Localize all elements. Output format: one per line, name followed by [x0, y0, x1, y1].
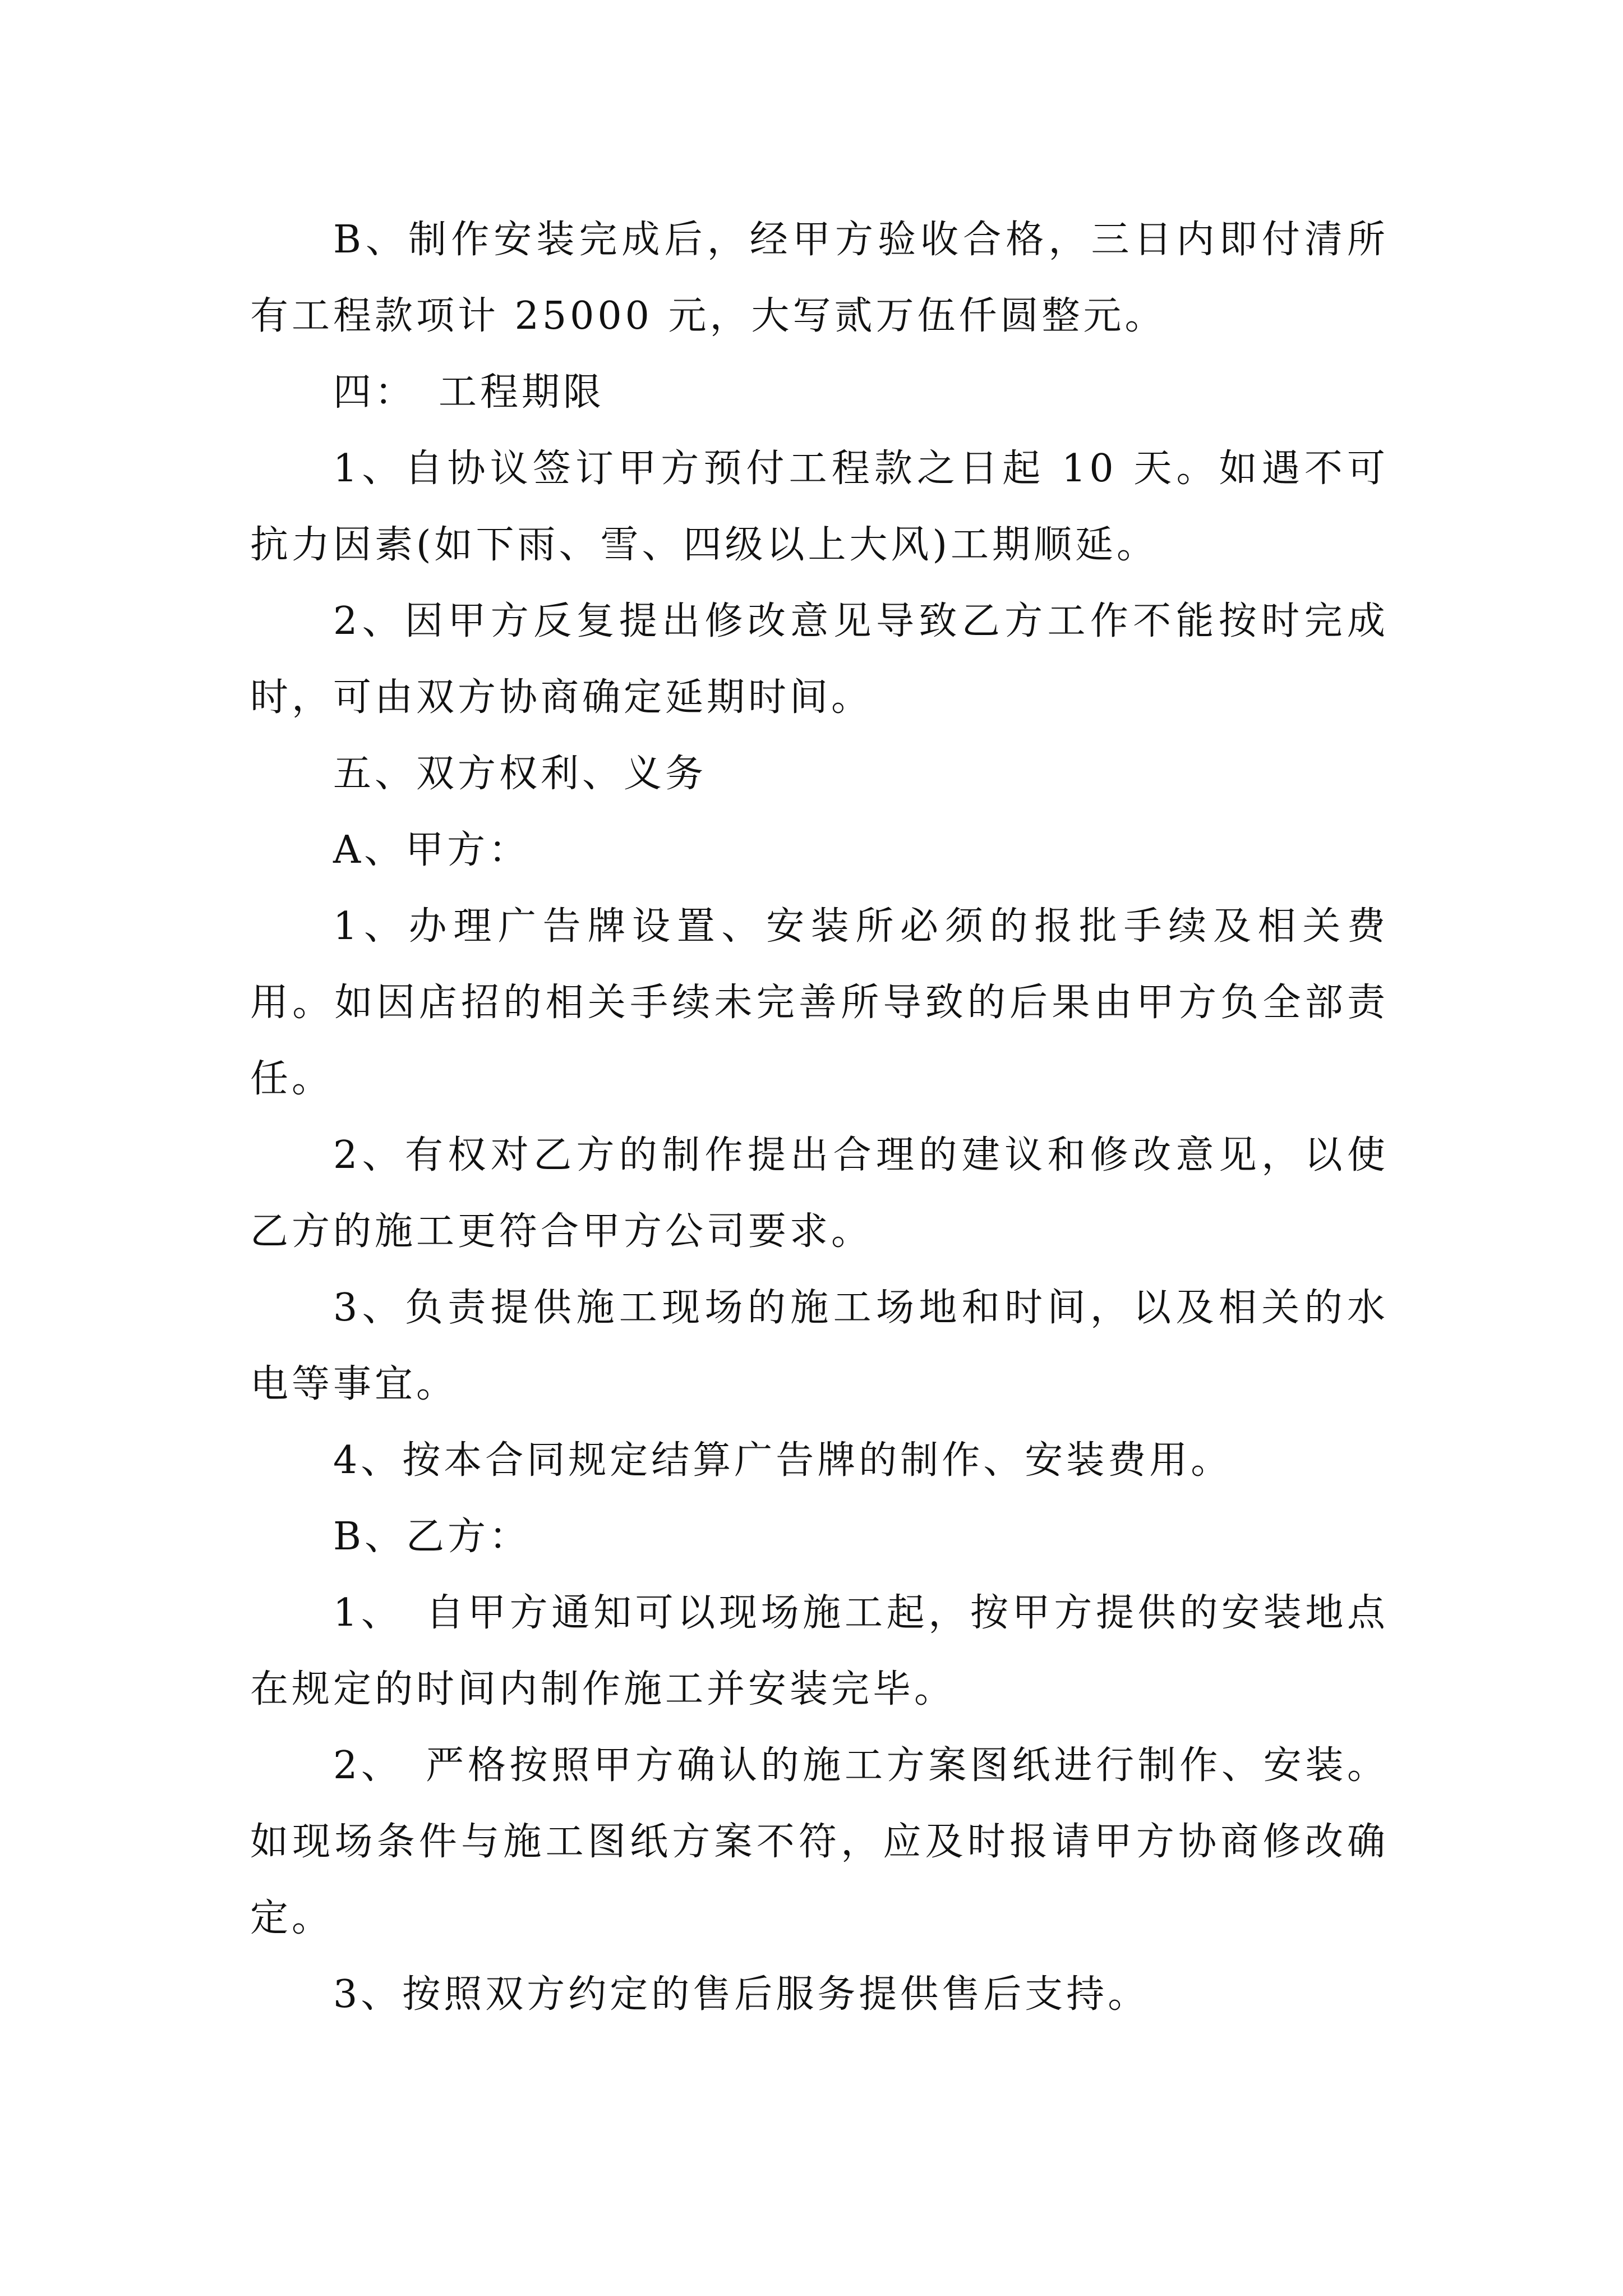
heading-project-period: 四： 工程期限 [333, 370, 605, 415]
paragraph-period-2: 2、因甲方反复提出修改意见导致乙方工作不能按时完成时，可由双方协商确定延期时间。 [250, 599, 1389, 720]
contract-body [250, 202, 1389, 2033]
paragraph-party-a-2: 2、有权对乙方的制作提出合理的建议和修改意见，以使乙方的施工更符合甲方公司要求。 [250, 1133, 1389, 1254]
paragraph-party-a-4: 4、按本合同规定结算广告牌的制作、安装费用。 [333, 1438, 1233, 1483]
paragraph-party-b-3: 3、按照双方约定的售后服务提供售后支持。 [333, 1972, 1150, 2017]
paragraph-party-a-1: 1、办理广告牌设置、安装所必须的报批手续及相关费用。如因店招的相关手续未完善所导致的后果由甲方负全部责任。 [250, 904, 1389, 1101]
paragraph-party-a-3: 3、负责提供施工现场的施工场地和时间，以及相关的水电等事宜。 [250, 1286, 1389, 1406]
paragraph-party-b-2: 2、 严格按照甲方确认的施工方案图纸进行制作、安装。如现场条件与施工图纸方案不符，应及时报请甲方协商修改确定。 [250, 1743, 1389, 1940]
subheading-party-b: B、乙方： [333, 1515, 531, 1559]
paragraph-period-1: 1、自协议签订甲方预付工程款之日起 10 天。如遇不可抗力因素(如下雨、雪、四级以上大风)工期顺延。 [250, 447, 1389, 567]
heading-rights-obligations: 五、双方权利、义务 [333, 752, 707, 796]
paragraph-party-b-1: 1、 自甲方通知可以现场施工起，按甲方提供的安装地点在规定的时间内制作施工并安装完毕。 [250, 1591, 1389, 1711]
subheading-party-a: A、甲方： [333, 828, 531, 872]
paragraph-payment-b: B、制作安装完成后，经甲方验收合格，三日内即付清所有工程款项计 25000 元，大写贰万伍仟圆整元。 [250, 218, 1389, 338]
